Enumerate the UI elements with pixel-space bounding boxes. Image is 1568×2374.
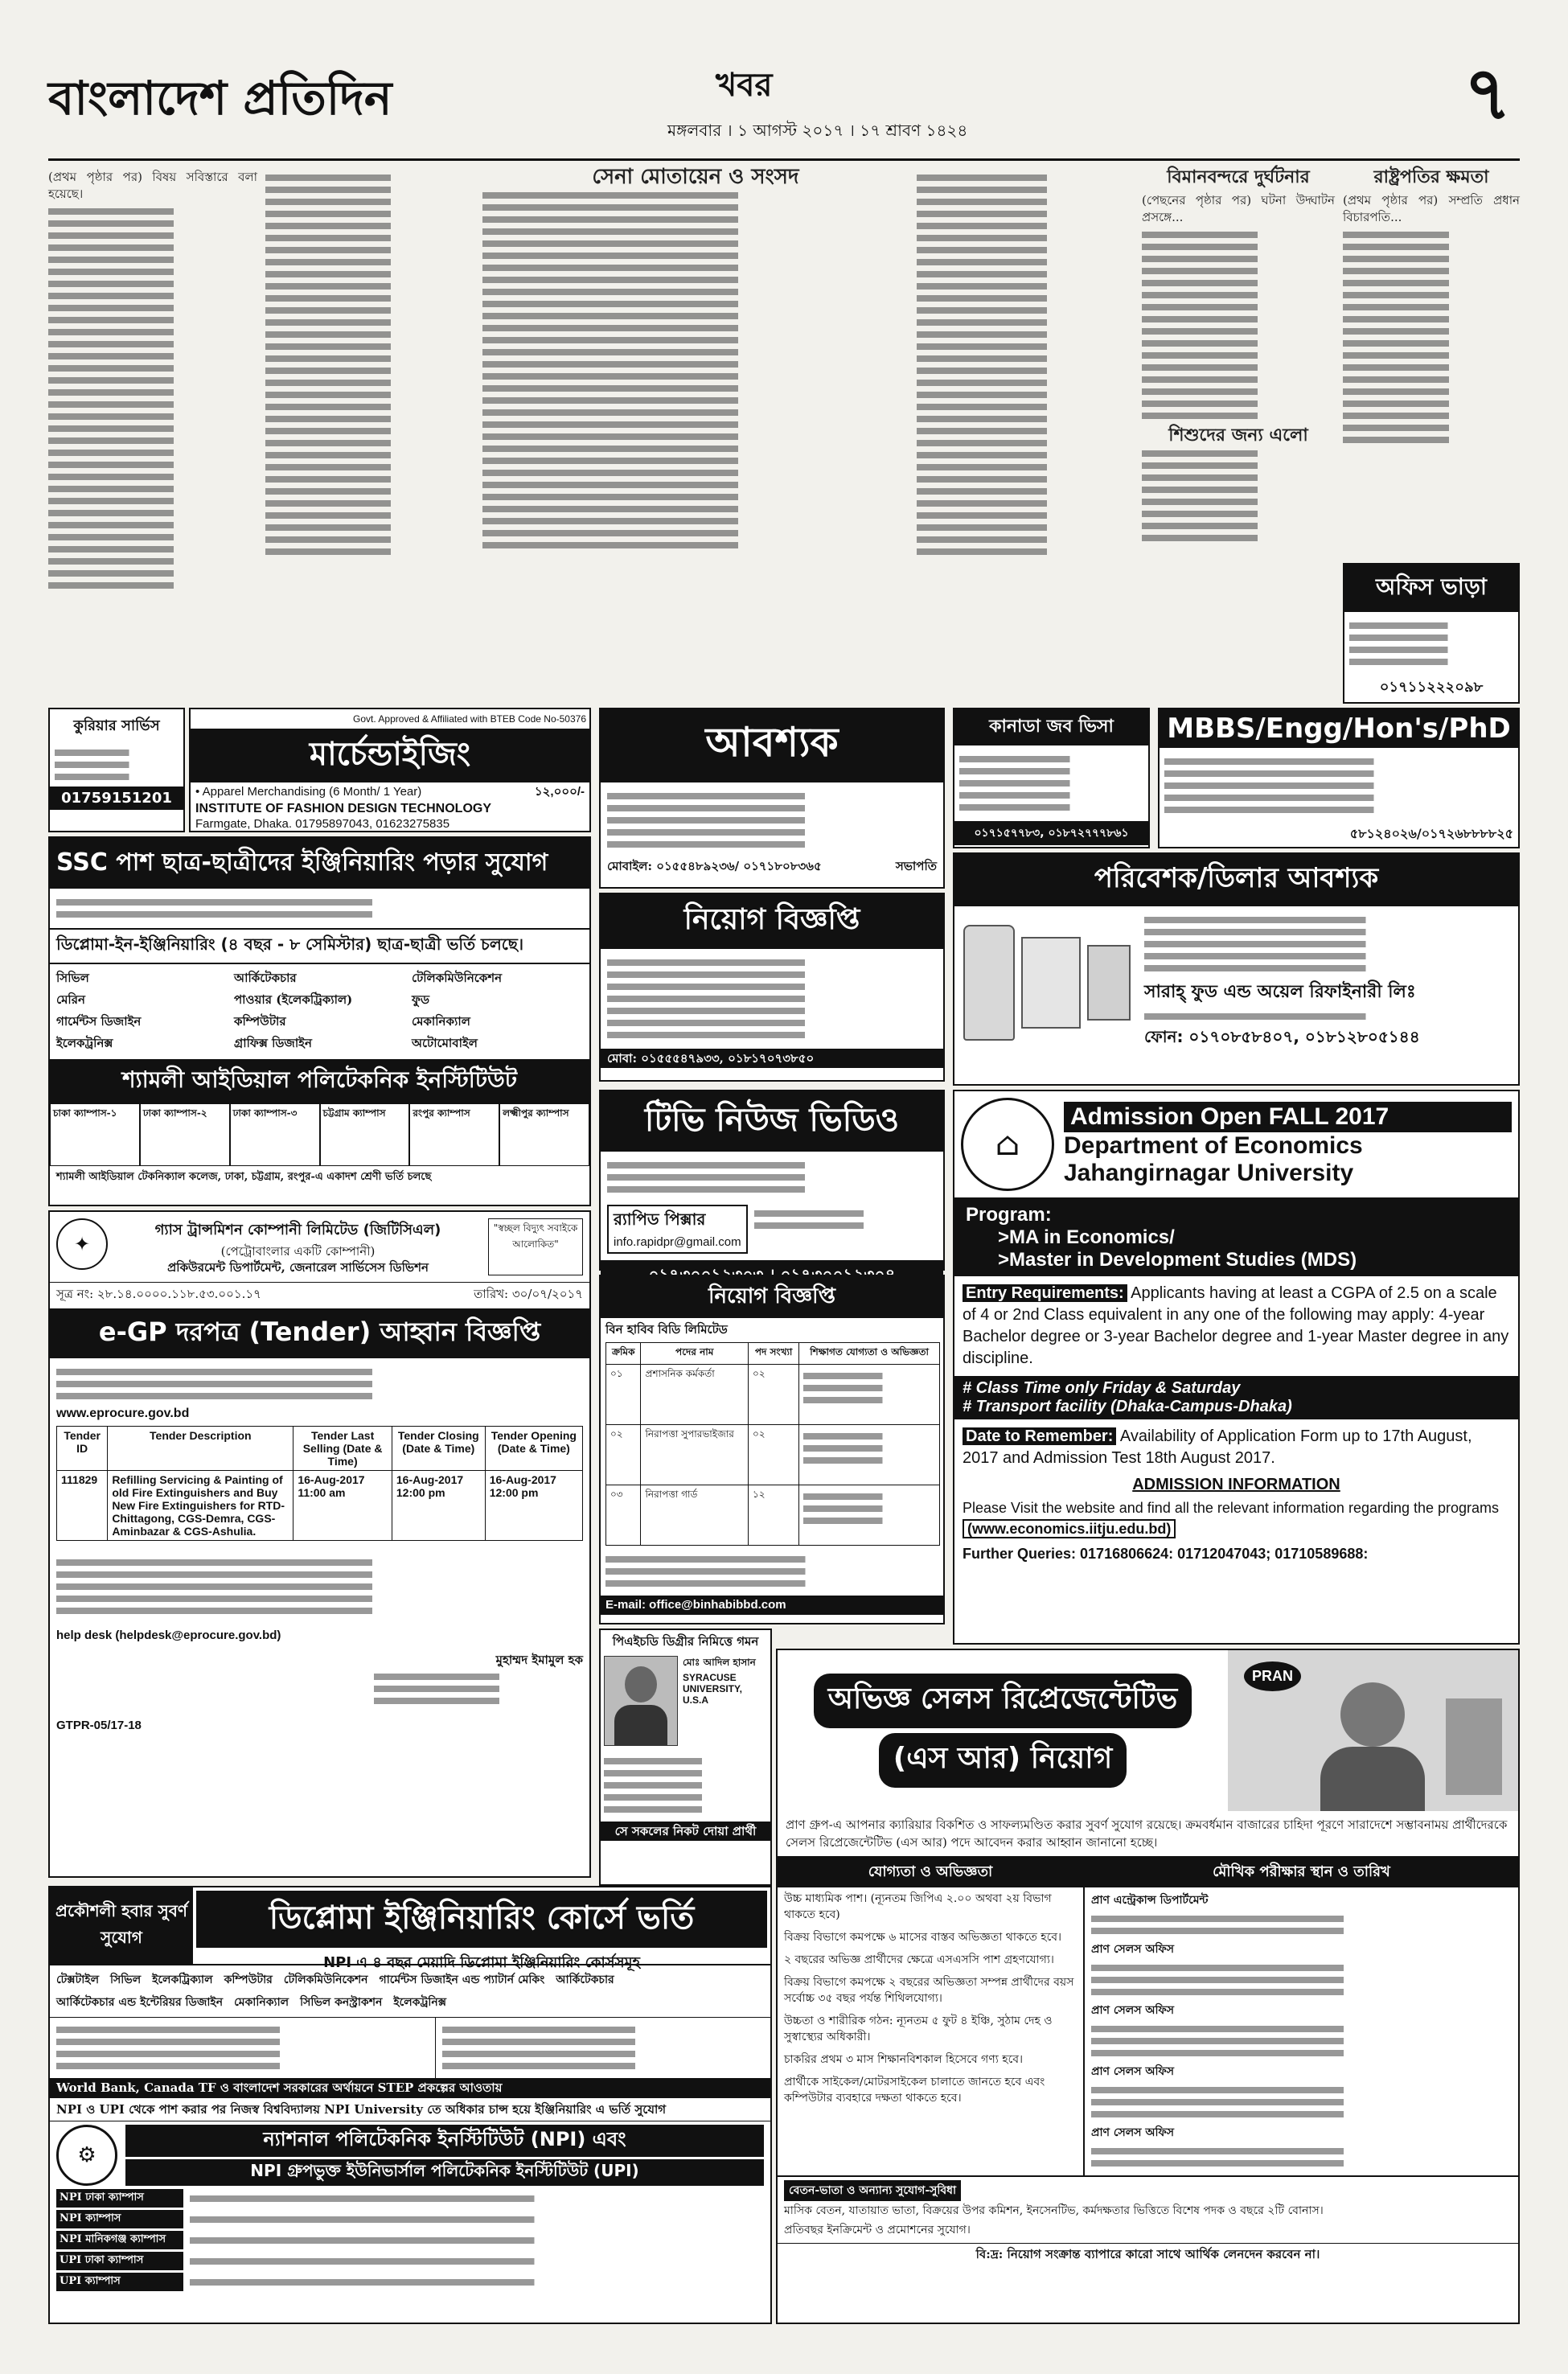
bin-cell: ০২ <box>748 1365 798 1425</box>
tender-cell: 16-Aug-2017 11:00 am <box>293 1471 392 1541</box>
ssc-technologies <box>50 964 589 1059</box>
course-item: গার্মেন্টস ডিজাইন এন্ড প্যাটার্ন মেকিং <box>379 1974 545 1986</box>
spice-pack-image <box>1087 945 1131 1021</box>
npi-campus-label: NPI মানিকগঞ্জ ক্যাম্পাস <box>56 2231 183 2249</box>
gtcl-logo-icon: ✦ <box>56 1218 108 1270</box>
syracuse-footer: সে সকলের নিকট দোয়া প্রার্থী <box>601 1822 770 1841</box>
pran-office: প্রাণ সেলস অফিস <box>1091 2126 1174 2139</box>
tech-item: ফুড <box>412 992 430 1007</box>
mbbs-contacts: ৫৮১২৪০২৬/০১৭২৬৮৮৮৮২৫ <box>1349 826 1513 841</box>
ifdt-address: Farmgate, Dhaka. 01795897043, 01623275835 <box>195 817 450 831</box>
bin-habib-title: নিয়োগ বিজ্ঞপ্তি <box>601 1276 943 1318</box>
course-item: টেক্সটাইল <box>56 1974 99 1986</box>
pran-interview-header: মৌখিক পরীক্ষার স্থান ও তারিখ <box>1085 1858 1518 1887</box>
ju-info-text: Please Visit the website and find all the relevant information regarding the programs <box>963 1500 1500 1516</box>
gtcl-helpdesk: help desk (helpdesk@eprocure.gov.bd) <box>56 1629 281 1642</box>
tech-item: মেকানিক্যাল <box>412 1014 470 1029</box>
ju-website-link[interactable]: (www.economics.iitju.edu.bd) <box>963 1519 1176 1538</box>
bin-cell: ০১ <box>606 1365 641 1425</box>
bin-habib-header-row <box>606 1343 940 1365</box>
npi-campus-label: UPI ঢাকা ক্যাম্পাস <box>56 2252 183 2270</box>
pran-note: বি:দ্র: নিয়োগ সংক্রান্ত ব্যাপারে কারো সাথে আর্থিক লেনদেন করবেন না। <box>778 2243 1518 2265</box>
ju-admission-banner: Admission Open FALL 2017 <box>1064 1102 1512 1132</box>
tech-item: টেলিকমিউনিকেশন <box>412 971 503 985</box>
bin-cell: নিরাপত্তা সুপারভাইজার <box>641 1425 748 1485</box>
dealer-phone: ফোন: ০১৭০৮৫৮৪০৭, ০১৮১২৮০৫১৪৪ <box>1144 1027 1420 1046</box>
niyog-masjid-phone: মোবা: ০১৫৫৫৪৭৯৩৩, ০১৮১৭০৭৩৮৫০ <box>601 1049 943 1068</box>
children-headline: শিশুদের জন্য এলো <box>1168 425 1308 446</box>
bin-habib-company: বিন হাবিব বিডি লিমিটেড <box>605 1322 728 1337</box>
npi-side-text: প্রকৌশলী হবার সুবর্ণ সুযোগ <box>50 1887 193 1964</box>
course-item: ইলেকট্রিক্যাল <box>152 1974 213 1986</box>
qualification-item: উচ্চ মাধ্যমিক পাশ। (ন্যূনতম জিপিএ ২.০০ অথবা ২য় বিভাগ থাকতে হবে) <box>784 1892 1052 1921</box>
bin-header-cell: ক্রমিক <box>606 1343 641 1365</box>
tv-news-ad <box>599 1090 945 1271</box>
tv-news-title: টিভি নিউজ ভিডিও <box>601 1091 943 1152</box>
bin-cell: ০২ <box>606 1425 641 1485</box>
merchandising-ad <box>189 708 591 832</box>
parliament-headline: সেনা মোতায়েন ও সংসদ <box>592 165 799 189</box>
office-rent-title: অফিস ভাড়া <box>1344 565 1518 612</box>
ssc-footer: শ্যামলী আইডিয়াল টেকনিক্যাল কলেজ, ঢাকা, চট্টগ্রাম, রংপুর-এ একাদশ শ্রেণী ভর্তি চলছে <box>56 1171 432 1183</box>
npi-title: ডিপ্লোমা ইঞ্জিনিয়ারিং কোর্সে ভর্তি <box>196 1891 767 1948</box>
tech-item: ইলেকট্রনিক্স <box>56 1036 113 1050</box>
dealer-title: পরিবেশক/ডিলার আবশ্যক <box>954 854 1518 906</box>
tender-cell: Refilling Servicing & Painting of old Fire Extinguishers and Buy New Fire Extinguishers for RTD-Chittagong, CGS-Demra, CGS-Aminbazar & CGS-Ashulia. <box>108 1471 293 1541</box>
ju-university: Jahangirnagar University <box>1064 1160 1354 1186</box>
canada-phone: ০১৭১৫৭৭৮৩, ০১৮৭২৭৭৭৮৬১ <box>954 821 1148 845</box>
tech-item: অটোমোবাইল <box>412 1036 478 1050</box>
campus-cell: চট্টগ্রাম ক্যাম্পাস <box>320 1103 410 1166</box>
tech-item: গ্রাফিক্স ডিজাইন <box>234 1036 312 1050</box>
ju-dept: Department of Economics <box>1064 1132 1363 1159</box>
tender-cell: 111829 <box>57 1471 108 1541</box>
pran-qual-header: যোগ্যতা ও অভিজ্ঞতা <box>778 1858 1083 1887</box>
bin-habib-ad <box>599 1275 945 1624</box>
course-item: সিভিল কনস্ট্রাকশন <box>300 1996 383 2009</box>
mbbs-ad <box>1158 708 1520 848</box>
pran-office: প্রাণ সেলস অফিস <box>1091 1943 1174 1956</box>
president-headline: রাষ্ট্রপতির ক্ষমতা <box>1373 166 1489 187</box>
canada-visa-ad <box>953 708 1150 848</box>
gtcl-tender-ad <box>48 1210 591 1878</box>
shyamoli-institute: শ্যামলী আইডিয়াল পলিটেকনিক ইনস্টিটিউট <box>50 1059 589 1103</box>
ju-program-label: Program: <box>966 1204 1052 1226</box>
section-title: খবর <box>716 66 773 104</box>
tender-header-cell: Tender ID <box>57 1427 108 1471</box>
news-column-6 <box>1343 166 1520 555</box>
abashyak-signoff: সভাপতি <box>895 859 937 873</box>
canada-title: কানাডা জব ভিসা <box>954 709 1148 745</box>
president-snippet: (প্রথম পৃষ্ঠার পর) সম্প্রতি প্রধান বিচারপতি... <box>1343 193 1520 224</box>
ju-program-item: >Master in Development Studies (MDS) <box>998 1249 1357 1271</box>
bin-header-cell: পদের নাম <box>641 1343 748 1365</box>
gtcl-code: GTPR-05/17-18 <box>56 1719 142 1732</box>
tech-item: কম্পিউটার <box>234 1014 286 1029</box>
oil-bottle-image <box>963 925 1015 1041</box>
bin-header-cell: শিক্ষাগত যোগ্যতা ও অভিজ্ঞতা <box>799 1343 940 1365</box>
tech-item: মেরিন <box>56 992 85 1007</box>
gtcl-portal[interactable]: www.eprocure.gov.bd <box>56 1407 190 1420</box>
npi-campus-label: NPI ক্যাম্পাস <box>56 2210 183 2228</box>
syracuse-university: SYRACUSE UNIVERSITY, U.S.A <box>683 1672 743 1706</box>
courier-phone: 01759151201 <box>50 787 183 810</box>
qualification-item: প্রার্থীকে সাইকেল/মোটরসাইকেল চালাতে জানতে হবে এবং কম্পিউটার ব্যবহারে দক্ষতা থাকতে হবে। <box>784 2076 1045 2105</box>
courier-ad <box>48 708 185 832</box>
product-images <box>954 906 1139 1059</box>
pran-intro: প্রাণ গ্রুপ-এ আপনার ক্যারিয়ার বিকশিত ও সাফল্যমণ্ডিত করার সুবর্ণ সুযোগ রয়েছে। ক্রমবর্ধমান বাজারের চাহিদা পূরণে সারাদেশে সম্ভাবনাময় প্রার্থীদেরকে সেলস রিপ্রেজেন্টেটিভ (এস আর) পদে আবেদন করার আহ্বান জানানো হচ্ছে। <box>786 1817 1508 1850</box>
ssc-headline: SSC পাশ ছাত্র-ছাত্রীদের ইঞ্জিনিয়ারিং পড়ার সুযোগ <box>50 838 589 889</box>
news-column-4 <box>917 169 1134 704</box>
ju-date-label: Date to Remember: <box>963 1427 1116 1445</box>
npi-campus-label: NPI ঢাকা ক্যাম্পাস <box>56 2189 183 2208</box>
bin-cell: ০৩ <box>606 1485 641 1546</box>
npi-institute-2: NPI গ্রুপভুক্ত ইউনিভার্সাল পলিটেকনিক ইনস্টিটিউট (UPI) <box>125 2159 764 2186</box>
news-column-2 <box>265 169 474 704</box>
course-item: মেকানিক্যাল <box>234 1996 289 2009</box>
rapid-pixer-name: র‌্যাপিড পিক্সার <box>614 1210 706 1229</box>
tender-header-cell: Tender Last Selling (Date & Time) <box>293 1427 392 1471</box>
pran-photo <box>1228 1650 1518 1811</box>
gtcl-date: তারিখ: ৩০/০৭/২০১৭ <box>474 1287 583 1301</box>
tender-header-cell: Tender Closing (Date & Time) <box>392 1427 485 1471</box>
bin-header-cell: পদ সংখ্যা <box>748 1343 798 1365</box>
office-rent-phone: ০১৭১১২২২০৯৮ <box>1379 679 1484 696</box>
abashyak-title: আবশ্যক <box>601 709 943 782</box>
npi-diploma-ad <box>48 1886 772 2324</box>
ju-queries: Further Queries: 01716806624: 01712047043; 01710589688: <box>963 1546 1369 1562</box>
gtcl-dept: প্রকিউরমেন্ট ডিপার্টমেন্ট, জেনারেল সার্ভিসেস ডিভিশন <box>167 1260 429 1275</box>
course-item: ইলেকট্রনিক্স <box>393 1996 447 2009</box>
pran-office: প্রাণ সেলস অফিস <box>1091 2065 1174 2078</box>
salary-item: প্রতিবছর ইনক্রিমেন্ট ও প্রমোশনের সুযোগ। <box>784 2224 971 2236</box>
tech-item: আর্কিটেকচার <box>234 971 297 985</box>
ju-entry-text: Applicants having at least a CGPA of 2.5 on a scale of 4 or 2nd Class equivalent in any one of the following may apply: 4-year Bachelor degree or 3-year Bachelor degree and 1-year Master degree in any discipline. <box>963 1284 1509 1367</box>
gtcl-tender-title: e-GP দরপত্র (Tender) আহ্বান বিজ্ঞপ্তি <box>50 1308 589 1358</box>
news-column-1 <box>48 169 257 704</box>
ju-entry-label: Entry Requirements: <box>963 1284 1127 1302</box>
npi-subtitle: NPI এ ৪ বছর মেয়াদি ডিপ্লোমা ইঞ্জিনিয়ারিং কোর্সসমূহ <box>323 1954 640 1971</box>
merchandising-course: • Apparel Merchandising (6 Month/ 1 Year) <box>195 785 422 799</box>
ju-program-block <box>954 1199 1518 1276</box>
qualification-item: চাকরির প্রথম ৩ মাস শিক্ষানবিশকাল হিসেবে গণ্য হবে। <box>784 2053 1023 2066</box>
tender-header-cell: Tender Description <box>108 1427 293 1471</box>
ssc-engineering-ad <box>48 836 591 1206</box>
bin-cell: ০২ <box>748 1425 798 1485</box>
ssc-diploma: ডিপ্লোমা-ইন-ইঞ্জিনিয়ারিং (৪ বছর - ৮ সেমিস্টার) ছাত্র-ছাত্রী ভর্তি চলছে। <box>50 928 589 964</box>
bin-cell: প্রশাসনিক কর্মকর্তা <box>641 1365 748 1425</box>
course-item: সিভিল <box>110 1974 142 1986</box>
abashyak-phone: মোবাইল: ০১৫৫৪৮৯২৩৬/ ০১৭১৮০৮৩৬৫ <box>607 859 822 873</box>
lead-snippet: (প্রথম পৃষ্ঠার পর) বিষয় সবিস্তারে বলা হয়েছে। <box>48 170 257 201</box>
tech-item: সিভিল <box>56 971 89 985</box>
news-column-3 <box>482 165 909 704</box>
bin-habib-email: E-mail: office@binhabibbd.com <box>601 1596 943 1615</box>
abashyak-ad <box>599 708 945 889</box>
course-item: টেলিকমিউনিকেশন <box>283 1974 368 1986</box>
news-column-5 <box>1142 166 1335 704</box>
gtcl-signatory: মুহাম্মদ ইমামুল হক <box>495 1653 583 1667</box>
merchandising-fee: ১২,০০০/- <box>534 785 585 799</box>
gtcl-slogan: "স্বচ্ছল বিদ্যুৎ সবাইকে আলোকিত" <box>488 1218 583 1275</box>
syracuse-title: পিএইচডি ডিগ্রীর নিমিত্তে গমন <box>612 1634 759 1649</box>
campus-cell: লক্ষ্মীপুর ক্যাম্পাস <box>499 1103 589 1166</box>
tender-cell: 16-Aug-2017 12:00 pm <box>485 1471 582 1541</box>
pran-title-2: (এস আর) নিয়োগ <box>879 1733 1127 1788</box>
bin-habib-table <box>605 1342 940 1546</box>
rapid-pixer-email: info.rapidpr@gmail.com <box>614 1235 741 1249</box>
ju-class-time: # Class Time only Friday & Saturday <box>963 1379 1241 1397</box>
gtcl-sub: (পেট্রোবাংলার একটি কোম্পানী) <box>220 1244 376 1259</box>
dealer-company: সারাহ্‌ ফুড এন্ড অয়েল রিফাইনারী লিঃ <box>1144 982 1416 1002</box>
page-number: ৭ <box>1463 50 1512 137</box>
pran-title-1: অভিজ্ঞ সেলস রিপ্রেজেন্টেটিভ <box>814 1674 1192 1728</box>
product-pack-image <box>1021 937 1081 1029</box>
niyog-masjid-ad <box>599 893 945 1082</box>
ssc-campuses <box>50 1103 589 1166</box>
merchandising-title: মার্চেন্ডাইজিং <box>191 729 589 782</box>
tech-item: গার্মেন্টস ডিজাইন <box>56 1014 142 1029</box>
ju-program-item: >MA in Economics/ <box>998 1226 1175 1248</box>
gtcl-ref: সূত্র নং: ২৮.১৪.০০০০.১১৮.৫৩.০০১.১৭ <box>56 1287 261 1301</box>
pran-brand-logo: PRAN <box>1244 1661 1301 1691</box>
tender-header-row <box>57 1427 583 1471</box>
npi-institute-1: ন্যাশনাল পলিটেকনিক ইনস্টিটিউট (NPI) এবং <box>125 2125 764 2157</box>
syracuse-name: মোঃ আদিল হাসান <box>683 1657 756 1668</box>
npi-campus-label: UPI ক্যাম্পাস <box>56 2273 183 2291</box>
portrait-photo <box>604 1656 678 1746</box>
table-row <box>606 1365 940 1425</box>
ifdt-name: INSTITUTE OF FASHION DESIGN TECHNOLOGY <box>195 802 492 815</box>
pran-office: প্রাণ এন্ট্রেকান্স ডিপার্টমেন্ট <box>1091 1894 1209 1907</box>
issue-date: মঙ্গলবার । ১ আগস্ট ২০১৭ । ১৭ শ্রাবণ ১৪২৪ <box>667 121 968 140</box>
table-row <box>606 1485 940 1546</box>
salary-item: মাসিক বেতন, যাতায়াত ভাতা, বিক্রয়ের উপর কমিশন, ইনসেনটিভ, কর্মদক্ষতার ভিত্তিতে বিশেষ পদক ও বছরে ২টি বোনাস। <box>784 2204 1324 2217</box>
paper-name: বাংলাদেশ প্রতিদিন <box>48 71 392 125</box>
dealer-ad <box>953 852 1520 1086</box>
pran-sr-ad <box>776 1649 1520 2324</box>
courier-title: কুরিয়ার সার্ভিস <box>73 717 160 734</box>
gtcl-company: গ্যাস ট্রান্সমিশন কোম্পানী লিমিটেড (জিটিসিএল) <box>154 1222 441 1238</box>
npi-logo-icon: ⚙ <box>56 2125 117 2186</box>
course-item: আর্কিটেকচার <box>556 1974 614 1986</box>
pran-office: প্রাণ সেলস অফিস <box>1091 2004 1174 2017</box>
npi-university-line: NPI ও UPI থেকে পাশ করার পর নিজস্ব বিশ্ববিদ্যালয় NPI University তে অধিকার চান্স হয়ে ইঞ্জিনিয়ারিং এ ভর্তি সুযোগ <box>50 2097 770 2121</box>
course-item: কম্পিউটার <box>224 1974 273 1986</box>
campus-cell: ঢাকা ক্যাম্পাস-২ <box>140 1103 230 1166</box>
mbbs-title: MBBS/Engg/Hon's/PhD <box>1160 709 1518 748</box>
tender-table <box>56 1426 583 1541</box>
bteb-badge: Govt. Approved & Affiliated with BTEB Code No-50376 <box>353 713 586 725</box>
tech-item: পাওয়ার (ইলেকট্রিক্যাল) <box>234 992 353 1007</box>
bin-cell: ১২ <box>748 1485 798 1546</box>
bin-cell: নিরাপত্তা গার্ড <box>641 1485 748 1546</box>
campus-cell: রংপুর ক্যাম্পাস <box>409 1103 499 1166</box>
qualification-item: ২ বছরের অভিজ্ঞ প্রার্থীদের ক্ষেত্রে এসএসসি পাশ গ্রহণযোগ্য। <box>784 1953 1054 1966</box>
campus-cell: ঢাকা ক্যাম্পাস-৩ <box>230 1103 320 1166</box>
qualification-item: উচ্চতা ও শারীরিক গঠন: ন্যূনতম ৫ ফুট ৪ ইঞ্চি, সুঠাম দেহ ও সুস্বাস্থ্যের অধিকারী। <box>784 2015 1053 2043</box>
table-row <box>57 1471 583 1541</box>
ju-date-text: Availability of Application Form up to 17th August, 2017 and Admission Test 18th August 2017. <box>963 1427 1472 1467</box>
office-rent-ad <box>1343 563 1520 704</box>
pran-salary-header: বেতন-ভাতা ও অন্যান্য সুযোগ-সুবিধা <box>784 2180 961 2201</box>
masthead <box>48 50 1520 161</box>
course-item: আর্কিটেকচার এন্ড ইন্টেরিয়র ডিজাইন <box>56 1996 224 2009</box>
ju-admission-ad <box>953 1090 1520 1645</box>
ju-info-title: ADMISSION INFORMATION <box>1132 1476 1340 1493</box>
ju-logo-icon: ⌂ <box>961 1098 1054 1191</box>
campus-cell: চাকা ক্যাম্পাস-১ <box>50 1103 140 1166</box>
niyog-masjid-title: নিয়োগ বিজ্ঞপ্তি <box>601 894 943 949</box>
tender-cell: 16-Aug-2017 12:00 pm <box>392 1471 485 1541</box>
ju-transport: # Transport facility (Dhaka-Campus-Dhaka) <box>963 1398 1292 1415</box>
qualification-item: বিক্রয় বিভাগে কমপক্ষে ২ বছরের অভিজ্ঞতা সম্পন্ন প্রার্থীদের বয়স সর্বোচ্চ ৩৫ বছর পর্যন্ত শিথিলযোগ্য। <box>784 1976 1074 2005</box>
table-row <box>606 1425 940 1485</box>
plane-headline: বিমানবন্দরে দুর্ঘটনার <box>1167 166 1310 187</box>
syracuse-ad <box>599 1629 772 1886</box>
qualification-item: বিক্রয় বিভাগে কমপক্ষে ৬ মাসের বাস্তব অভিজ্ঞতা থাকতে হবে। <box>784 1931 1062 1944</box>
tender-header-cell: Tender Opening (Date & Time) <box>485 1427 582 1471</box>
plane-snippet: (পেছনের পৃষ্ঠার পর) ঘটনা উদ্ঘাটন প্রসঙ্গে... <box>1142 193 1335 224</box>
npi-worldbank: World Bank, Canada TF ও বাংলাদেশ সরকারের অর্থায়নে STEP প্রকল্পের আওতায় <box>50 2078 770 2097</box>
